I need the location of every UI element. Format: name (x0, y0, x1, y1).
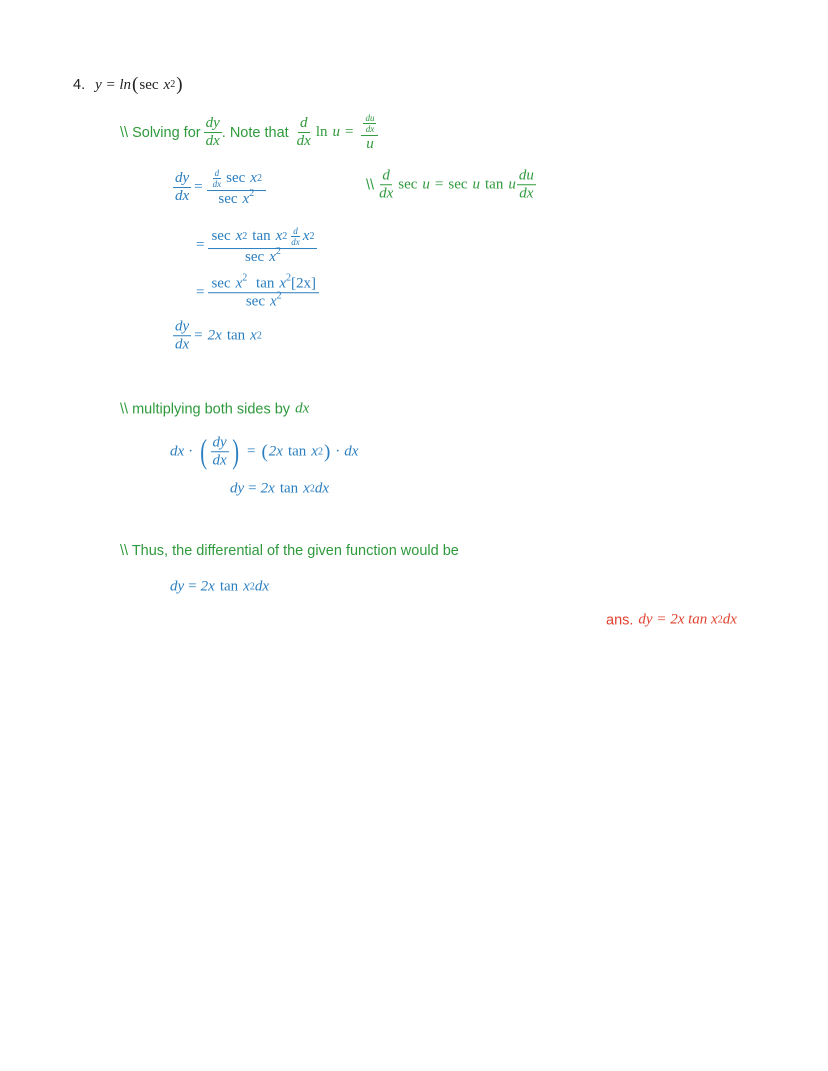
fraction-du-dx (363, 113, 376, 135)
x-var: x (250, 170, 257, 187)
sec-text: sec (398, 176, 418, 193)
sec-text: sec (226, 170, 246, 187)
answer-label: ans. (606, 612, 634, 628)
fraction-d-dx (211, 168, 224, 190)
sec-text: sec (245, 248, 265, 265)
paren-close: ) (176, 74, 183, 95)
u-var: u (472, 176, 481, 193)
step-1 (170, 168, 269, 208)
fraction-step-3 (208, 272, 319, 311)
exponent: 2 (275, 245, 281, 257)
denominator (244, 290, 284, 311)
comment-text: \\ Solving for (120, 125, 201, 141)
numerator: d (380, 167, 392, 185)
step-3 (196, 272, 322, 311)
numerator: dy (173, 170, 191, 188)
tan-text: tan (485, 176, 504, 193)
x-var: x (235, 275, 243, 292)
fraction-step-2 (208, 226, 317, 266)
tan-text: tan (219, 578, 239, 595)
numerator: d (293, 226, 298, 237)
dx-text: dx (314, 480, 329, 497)
comment-solving (120, 113, 381, 153)
dy-text: dy (230, 480, 245, 497)
sec-text: sec (218, 190, 238, 207)
x-var: x (242, 190, 250, 207)
answer: ans. dy = 2x tan x 2 dx (606, 611, 737, 628)
problem-lhs: y = ln (95, 76, 132, 93)
fraction-dy-dx (173, 170, 191, 206)
denominator: dx (296, 133, 311, 150)
denominator: dx (379, 185, 394, 202)
numerator (208, 272, 319, 293)
x-var: x (270, 293, 277, 310)
tan-text: tan (256, 275, 275, 292)
denominator (216, 187, 256, 208)
denominator: dx (291, 237, 300, 248)
final-differential: dy = 2x tan x 2 dx (170, 578, 269, 595)
two-x: 2x (260, 480, 275, 497)
equals: = (194, 179, 203, 196)
tan-text: tan (226, 327, 246, 344)
comment-derivative-sec (366, 167, 539, 203)
two-x: 2x (207, 327, 222, 344)
answer-dx: dx (722, 611, 737, 628)
comment-thus (120, 543, 459, 559)
numerator (361, 113, 378, 136)
x-var: x (235, 228, 243, 245)
comment-text: \\ Thus, the differential of the given function would be (120, 543, 459, 559)
dx-text: dx (344, 443, 359, 460)
step-4: $\frac{dy}{dx}$ = 2x tan x 2 (175, 318, 262, 353)
fraction-d-dx (289, 226, 302, 248)
paren-open: ( (261, 441, 268, 462)
x-var: x (269, 248, 276, 265)
numerator: du (517, 167, 536, 185)
problem-number: 4. (73, 77, 86, 93)
numerator: dy (173, 318, 191, 336)
bracket-2x: [2x] (291, 275, 317, 292)
numerator: $\frac{d}{dx}$ sec x 2 (207, 168, 266, 191)
equals: = (196, 284, 205, 301)
equals: = (248, 480, 257, 497)
x-var: x (243, 578, 250, 595)
equals: = (194, 327, 203, 344)
comment-multiplying (120, 401, 309, 418)
x-var: x (311, 443, 318, 460)
fraction-d-dx (377, 167, 395, 203)
tan-text: tan (287, 443, 307, 460)
equals: = (247, 443, 256, 460)
equals: = (196, 237, 205, 254)
step-2 (196, 226, 320, 266)
numerator: sec x 2 tan x 2 $\frac{d}{dx}$ x 2 (208, 226, 317, 249)
step-result: dy = 2x tan x 2 dx (230, 480, 329, 497)
x-var: x (163, 76, 171, 93)
denominator: dx (212, 452, 227, 469)
denominator: dx (365, 124, 375, 135)
numerator: dy (211, 434, 229, 452)
exponent: 2 (249, 187, 255, 199)
x-var: x (303, 480, 310, 497)
problem-statement: 4. y = ln ( sec x 2 ) (73, 74, 183, 95)
fraction-du-dx-over-u (361, 113, 378, 153)
paren-close: ) (323, 441, 331, 462)
exponent: 2 (242, 272, 248, 284)
numerator: d (214, 168, 220, 179)
equals: = (345, 124, 354, 141)
paren-open: ( (132, 74, 139, 95)
fraction-dy-dx (204, 115, 222, 151)
denominator: dx (175, 188, 190, 205)
comment-text: . Note that (221, 125, 289, 141)
sec-text: sec (139, 76, 159, 93)
sec-text: sec (448, 176, 468, 193)
dot: · (188, 443, 194, 460)
u-var: u (422, 176, 430, 193)
equals: = (188, 578, 197, 595)
numerator: du (365, 113, 375, 124)
dx-text: dx (170, 443, 185, 460)
equals: = (434, 176, 444, 193)
dot: · (335, 443, 341, 460)
fraction-step-1 (207, 168, 266, 208)
two-x: 2x (200, 578, 215, 595)
u-var: u (332, 124, 341, 141)
denominator: dx (175, 336, 190, 353)
denominator: dx (212, 179, 222, 190)
denominator: dx (205, 133, 220, 150)
two-x: 2x (268, 443, 283, 460)
x-var: x (275, 228, 283, 245)
comment-text: \\ (366, 177, 375, 193)
numerator: d (298, 115, 310, 133)
fraction-d-dx (295, 115, 313, 151)
denominator: dx (519, 185, 534, 202)
u-var: u (508, 176, 516, 193)
exponent: 2 (276, 290, 282, 302)
answer-expression: dy = 2x tan x (638, 611, 718, 628)
sec-text: sec (211, 275, 231, 292)
fraction-dy-dx (211, 434, 229, 470)
sec-text: sec (245, 293, 265, 310)
step-multiply: dx · ( $\frac{dy}{dx}$ ) = ( 2x tan x 2 ) · dx (170, 433, 359, 470)
x-var: x (302, 228, 310, 245)
tan-text: tan (279, 480, 299, 497)
dx-text: dx (295, 400, 310, 417)
denominator (243, 245, 283, 266)
dy-text: dy (170, 578, 185, 595)
comment-text: \\ multiplying both sides by (120, 401, 291, 417)
paren-close: ) (231, 433, 239, 470)
paren-open: ( (200, 433, 208, 470)
x-var: x (250, 327, 257, 344)
numerator: dy (204, 115, 222, 133)
dx-text: dx (254, 578, 269, 595)
fraction-dy-dx (173, 318, 191, 354)
ln-text: ln (315, 124, 328, 141)
fraction-du-dx (517, 167, 536, 203)
tan-text: tan (252, 228, 271, 245)
sec-text: sec (211, 228, 231, 245)
exponent: 2 (286, 272, 292, 284)
denominator: u (366, 135, 374, 152)
x-var: x (279, 275, 287, 292)
